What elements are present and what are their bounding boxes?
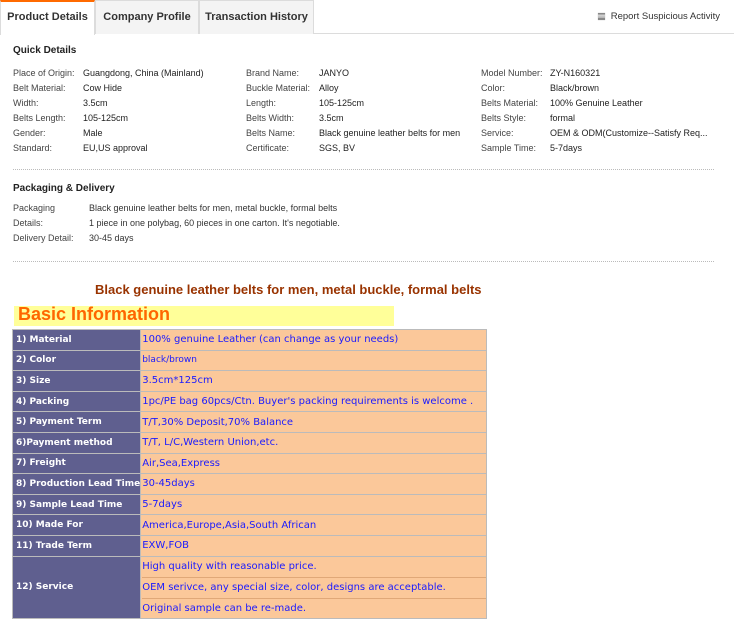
table-row [13,515,487,536]
detail-row [246,141,460,156]
table-row [13,535,487,556]
detail-label: Certificate: [246,143,290,153]
detail-row [13,96,204,111]
detail-label: Service: [481,128,514,138]
detail-value: EU,US approval [83,143,148,153]
row-label: 8) Production Lead Time [13,474,141,495]
detail-label: Delivery Detail: [13,233,74,243]
detail-value: Guangdong, China (Mainland) [83,68,204,78]
detail-value: 5-7days [550,143,583,153]
row-value: America,Europe,Asia,South African [141,515,487,536]
detail-row [481,81,708,96]
detail-value: OEM & ODM(Customize--Satisfy Req... [550,128,708,138]
detail-value: 1 piece in one polybag, 60 pieces in one carton. It's negotiable. [89,218,340,228]
detail-label: Model Number: [481,68,543,78]
detail-value: 30-45 days [89,233,134,243]
quick-details-col1 [13,66,204,156]
row-value: 3.5cm*125cm [141,371,487,392]
detail-value: 3.5cm [83,98,108,108]
detail-row [481,111,708,126]
service-line: High quality with reasonable price. [142,560,317,572]
detail-row [481,66,708,81]
table-row [13,412,487,433]
row-value: Air,Sea,Express [141,453,487,474]
row-label: 5) Payment Term [13,412,141,433]
detail-value: Cow Hide [83,83,123,93]
detail-value: Alloy [319,83,339,93]
detail-label: Belts Style: [481,113,527,123]
detail-label: Packaging [13,203,56,213]
detail-row [246,111,460,126]
table-row [13,494,487,515]
detail-value: 3.5cm [319,113,344,123]
row-value: EXW,FOB [141,535,487,556]
detail-label: Length: [246,98,277,108]
table-row [13,474,487,495]
table-row [13,556,487,619]
detail-label: Belts Material: [481,98,539,108]
basic-info-title: Basic Information [18,304,171,324]
report-link-label[interactable]: Report Suspicious Activity [610,11,720,22]
detail-row [13,126,204,141]
detail-value: SGS, BV [319,143,356,153]
report-suspicious-link[interactable] [597,11,720,22]
detail-value: 100% Genuine Leather [550,98,643,108]
row-label: 7) Freight [13,453,141,474]
row-value: 100% genuine Leather (can change as your needs) [141,330,487,351]
detail-value: 105-125cm [83,113,129,123]
detail-value: Male [83,128,103,138]
detail-row [13,111,204,126]
row-value: T/T, L/C,Western Union,etc. [141,432,487,453]
row-value: black/brown [141,350,487,371]
table-row [13,371,487,392]
quick-details-col2 [246,66,460,156]
detail-label: Buckle Material: [246,83,311,93]
table-row [13,453,487,474]
detail-row [246,66,460,81]
quick-details-col3 [481,66,708,156]
service-line: Original sample can be re-made. [142,598,486,619]
detail-label: Brand Name: [246,68,300,78]
detail-row [13,81,204,96]
detail-row [481,126,708,141]
service-line: OEM serivce, any special size, color, designs are acceptable. [142,577,486,598]
row-label: 4) Packing [13,391,141,412]
row-label: 6)Payment method [13,432,141,453]
row-value: 1pc/PE bag 60pcs/Ctn. Buyer's packing requirements is welcome . [141,391,487,412]
row-label: 3) Size [13,371,141,392]
detail-label: Belts Length: [13,113,66,123]
table-row [13,391,487,412]
row-value: 5-7days [141,494,487,515]
detail-label: Gender: [13,128,46,138]
detail-row [481,96,708,111]
divider [13,169,714,170]
detail-row [246,126,460,141]
quick-details-title: Quick Details [13,45,77,56]
row-label: 2) Color [13,350,141,371]
detail-row [481,141,708,156]
row-value: T/T,30% Deposit,70% Balance [141,412,487,433]
detail-value: formal [550,113,576,123]
tab-product-details[interactable]: Product Details [0,0,95,35]
detail-label: Details: [13,218,44,228]
basic-info-table [12,329,487,619]
detail-label: Sample Time: [481,143,537,153]
row-label: 9) Sample Lead Time [13,494,141,515]
tab-transaction-history[interactable]: Transaction History [199,0,314,34]
detail-label: Belts Width: [246,113,295,123]
row-label: 12) Service [13,556,141,619]
detail-label: Color: [481,83,506,93]
row-value: 30-45days [141,474,487,495]
detail-label: Belt Material: [13,83,66,93]
detail-label: Width: [13,98,39,108]
detail-value: Black genuine leather belts for men [319,128,461,138]
detail-value: Black genuine leather belts for men, metal buckle, formal belts [89,203,338,213]
packaging-title: Packaging & Delivery [13,183,115,194]
row-label: 10) Made For [13,515,141,536]
row-label: 1) Material [13,330,141,351]
row-label: 11) Trade Term [13,535,141,556]
divider [13,261,714,262]
detail-row [13,141,204,156]
detail-value: Black/brown [550,83,600,93]
detail-row [13,66,204,81]
detail-label: Place of Origin: [13,68,75,78]
packaging-details [13,201,340,246]
detail-label: Belts Name: [246,128,296,138]
tab-bar [0,0,734,34]
detail-row [13,216,340,231]
table-row [13,330,487,351]
detail-row [13,231,340,246]
detail-row [246,96,460,111]
row-value [141,556,487,619]
table-row [13,350,487,371]
tab-company-profile[interactable]: Company Profile [95,0,199,34]
detail-value: JANYO [319,68,350,78]
report-icon [597,12,606,21]
detail-value: 105-125cm [319,98,365,108]
detail-row [246,81,460,96]
product-headline: Black genuine leather belts for men, metal buckle, formal belts [95,282,482,297]
table-row [13,432,487,453]
detail-value: ZY-N160321 [550,68,601,78]
detail-label: Standard: [13,143,53,153]
detail-row [13,201,340,216]
